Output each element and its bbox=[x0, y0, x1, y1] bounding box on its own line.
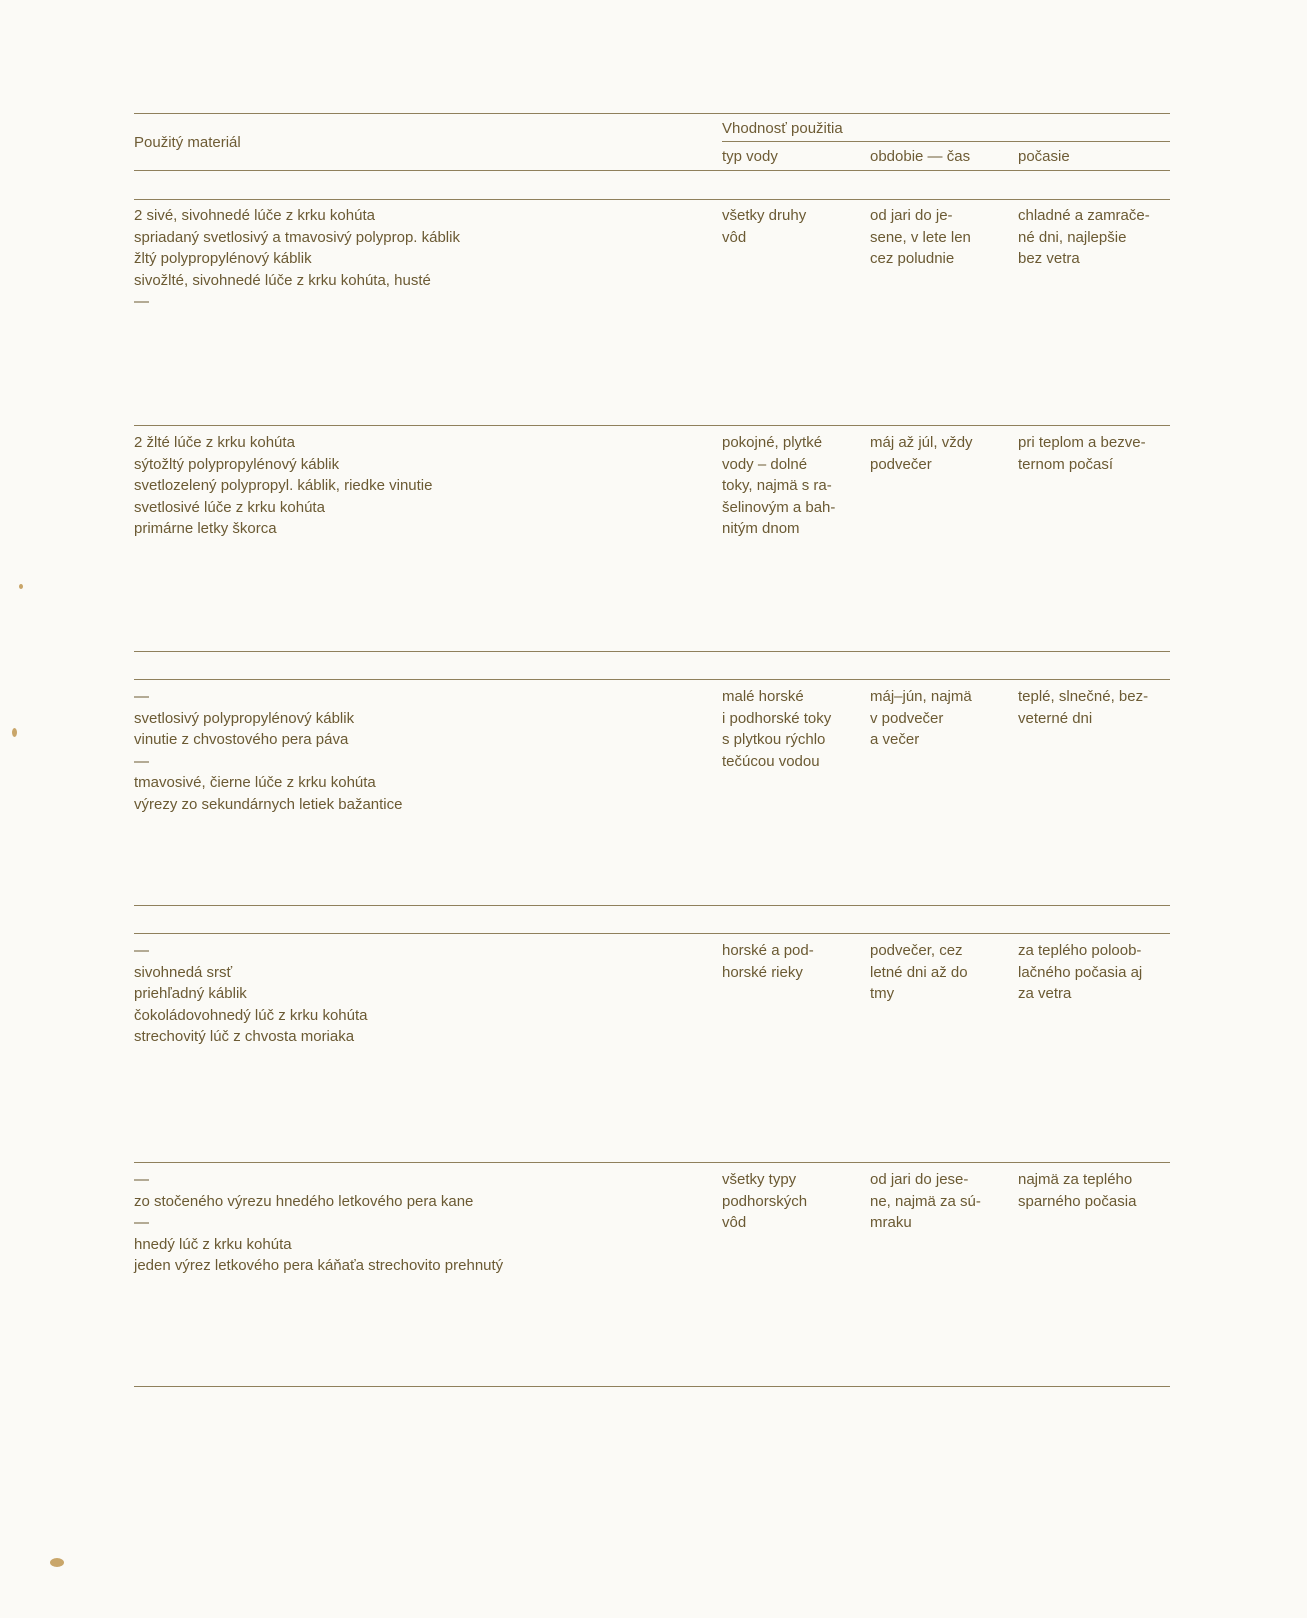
period-line: mraku bbox=[870, 1214, 912, 1231]
header-water-type: typ vody bbox=[722, 148, 778, 165]
period-line: sene, v lete len bbox=[870, 228, 971, 246]
material-line: výrezy zo sekundárnych letiek bažantice bbox=[134, 795, 403, 813]
weather-line: ternom počasí bbox=[1018, 455, 1114, 473]
material-line: priehľadný káblik bbox=[134, 985, 247, 1002]
material-line: svetlozelený polypropyl. káblik, riedke vinutie bbox=[134, 477, 433, 494]
header-bottom-rule bbox=[134, 170, 1170, 171]
water-type-line: malé horské bbox=[722, 688, 804, 705]
weather-line: za vetra bbox=[1018, 985, 1072, 1002]
material-line: jeden výrez letkového pera káňaťa strechovito prehnutý bbox=[134, 1257, 504, 1274]
material-line: svetlosivý polypropylénový káblik bbox=[134, 709, 355, 727]
material-line: spriadaný svetlosivý a tmavosivý polyprop. káblik bbox=[134, 228, 460, 246]
period-line: máj–jún, najmä bbox=[870, 688, 972, 705]
weather-line: teplé, slnečné, bez- bbox=[1018, 688, 1149, 705]
material-line: — bbox=[134, 1171, 149, 1188]
material-line: svetlosivé lúče z krku kohúta bbox=[134, 498, 325, 516]
section-divider bbox=[134, 905, 1170, 906]
header-sub-rule bbox=[722, 141, 1170, 142]
material-column bbox=[134, 205, 704, 313]
period-line: máj až júl, vždy bbox=[870, 434, 973, 451]
water-type-line: horské rieky bbox=[722, 963, 803, 981]
material-column bbox=[134, 1169, 704, 1277]
header-material: Použitý materiál bbox=[134, 134, 241, 151]
material-line: hnedý lúč z krku kohúta bbox=[134, 1235, 292, 1253]
water-type-line: šelinovým a bah- bbox=[722, 498, 836, 516]
paper-speck bbox=[12, 728, 17, 737]
period-column bbox=[870, 205, 1010, 270]
period-column bbox=[870, 432, 1010, 475]
weather-line: né dni, najlepšie bbox=[1018, 228, 1127, 246]
material-line: strechovitý lúč z chvosta moriaka bbox=[134, 1028, 355, 1045]
period-column bbox=[870, 940, 1010, 1005]
material-line: — bbox=[134, 688, 149, 705]
material-line: — bbox=[134, 752, 149, 770]
paper-speck bbox=[50, 1558, 64, 1567]
period-column bbox=[870, 686, 1010, 751]
material-line: vinutie z chvostového pera páva bbox=[134, 731, 349, 748]
weather-line: veterné dni bbox=[1018, 709, 1093, 727]
weather-line: bez vetra bbox=[1018, 250, 1080, 267]
water-type-line: nitým dnom bbox=[722, 520, 800, 537]
weather-line: pri teplom a bezve- bbox=[1018, 434, 1146, 451]
material-line: zo stočeného výrezu hnedého letkového pera kane bbox=[134, 1192, 474, 1210]
weather-line: za teplého poloob- bbox=[1018, 942, 1142, 959]
weather-column bbox=[1018, 1169, 1173, 1212]
water-type-column bbox=[722, 686, 862, 772]
section-divider bbox=[134, 679, 1170, 680]
period-line: od jari do je- bbox=[870, 207, 953, 224]
period-line: podvečer, cez bbox=[870, 942, 963, 959]
weather-column bbox=[1018, 686, 1173, 729]
material-line: tmavosivé, čierne lúče z krku kohúta bbox=[134, 774, 376, 791]
period-line: letné dni až do bbox=[870, 963, 968, 981]
water-type-line: podhorských bbox=[722, 1192, 808, 1210]
water-type-line: toky, najmä s ra- bbox=[722, 477, 832, 494]
header-suitability: Vhodnosť použitia bbox=[722, 120, 843, 137]
material-line: 2 sivé, sivohnedé lúče z krku kohúta bbox=[134, 207, 375, 224]
water-type-line: všetky druhy bbox=[722, 207, 807, 224]
water-type-column bbox=[722, 940, 862, 983]
water-type-column bbox=[722, 1169, 862, 1234]
material-column bbox=[134, 432, 704, 540]
weather-line: chladné a zamrače- bbox=[1018, 207, 1150, 224]
material-line: — bbox=[134, 293, 149, 310]
period-line: cez poludnie bbox=[870, 250, 955, 267]
water-type-column bbox=[722, 205, 862, 248]
table-top-rule bbox=[134, 113, 1170, 114]
water-type-line: vody – dolné bbox=[722, 455, 808, 473]
header-period: obdobie — čas bbox=[870, 148, 971, 165]
weather-line: sparného počasia bbox=[1018, 1192, 1137, 1210]
period-line: od jari do jese- bbox=[870, 1171, 969, 1188]
material-line: žltý polypropylénový káblik bbox=[134, 250, 312, 267]
material-column bbox=[134, 686, 704, 815]
material-column bbox=[134, 940, 704, 1048]
weather-line: lačného počasia aj bbox=[1018, 963, 1143, 981]
weather-column bbox=[1018, 205, 1173, 270]
table-bottom-rule bbox=[134, 1386, 1170, 1387]
water-type-line: vôd bbox=[722, 228, 747, 246]
section-divider bbox=[134, 425, 1170, 426]
water-type-line: všetky typy bbox=[722, 1171, 797, 1188]
section-divider bbox=[134, 933, 1170, 934]
water-type-column bbox=[722, 432, 862, 540]
material-line: sivohnedá srsť bbox=[134, 963, 233, 981]
period-line: a večer bbox=[870, 731, 920, 748]
material-line: čokoládovohnedý lúč z krku kohúta bbox=[134, 1006, 368, 1024]
material-line: 2 žlté lúče z krku kohúta bbox=[134, 434, 295, 451]
period-column bbox=[870, 1169, 1010, 1234]
section-divider bbox=[134, 1162, 1170, 1163]
paper-speck bbox=[19, 584, 23, 589]
weather-line: najmä za teplého bbox=[1018, 1171, 1133, 1188]
weather-column bbox=[1018, 432, 1173, 475]
material-line: sýtožltý polypropylénový káblik bbox=[134, 455, 340, 473]
period-line: v podvečer bbox=[870, 709, 944, 727]
header-weather: počasie bbox=[1018, 148, 1070, 165]
period-line: ne, najmä za sú- bbox=[870, 1192, 981, 1210]
period-line: podvečer bbox=[870, 455, 932, 473]
material-line: sivožlté, sivohnedé lúče z krku kohúta, husté bbox=[134, 271, 431, 289]
water-type-line: tečúcou vodou bbox=[722, 752, 820, 770]
material-line: — bbox=[134, 1214, 149, 1231]
material-line: — bbox=[134, 942, 149, 959]
body-top-rule bbox=[134, 199, 1170, 200]
material-line: primárne letky škorca bbox=[134, 520, 277, 537]
weather-column bbox=[1018, 940, 1173, 1005]
water-type-line: vôd bbox=[722, 1214, 747, 1231]
water-type-line: horské a pod- bbox=[722, 942, 814, 959]
period-line: tmy bbox=[870, 985, 895, 1002]
water-type-line: i podhorské toky bbox=[722, 709, 832, 727]
water-type-line: s plytkou rýchlo bbox=[722, 731, 826, 748]
section-divider bbox=[134, 651, 1170, 652]
water-type-line: pokojné, plytké bbox=[722, 434, 823, 451]
